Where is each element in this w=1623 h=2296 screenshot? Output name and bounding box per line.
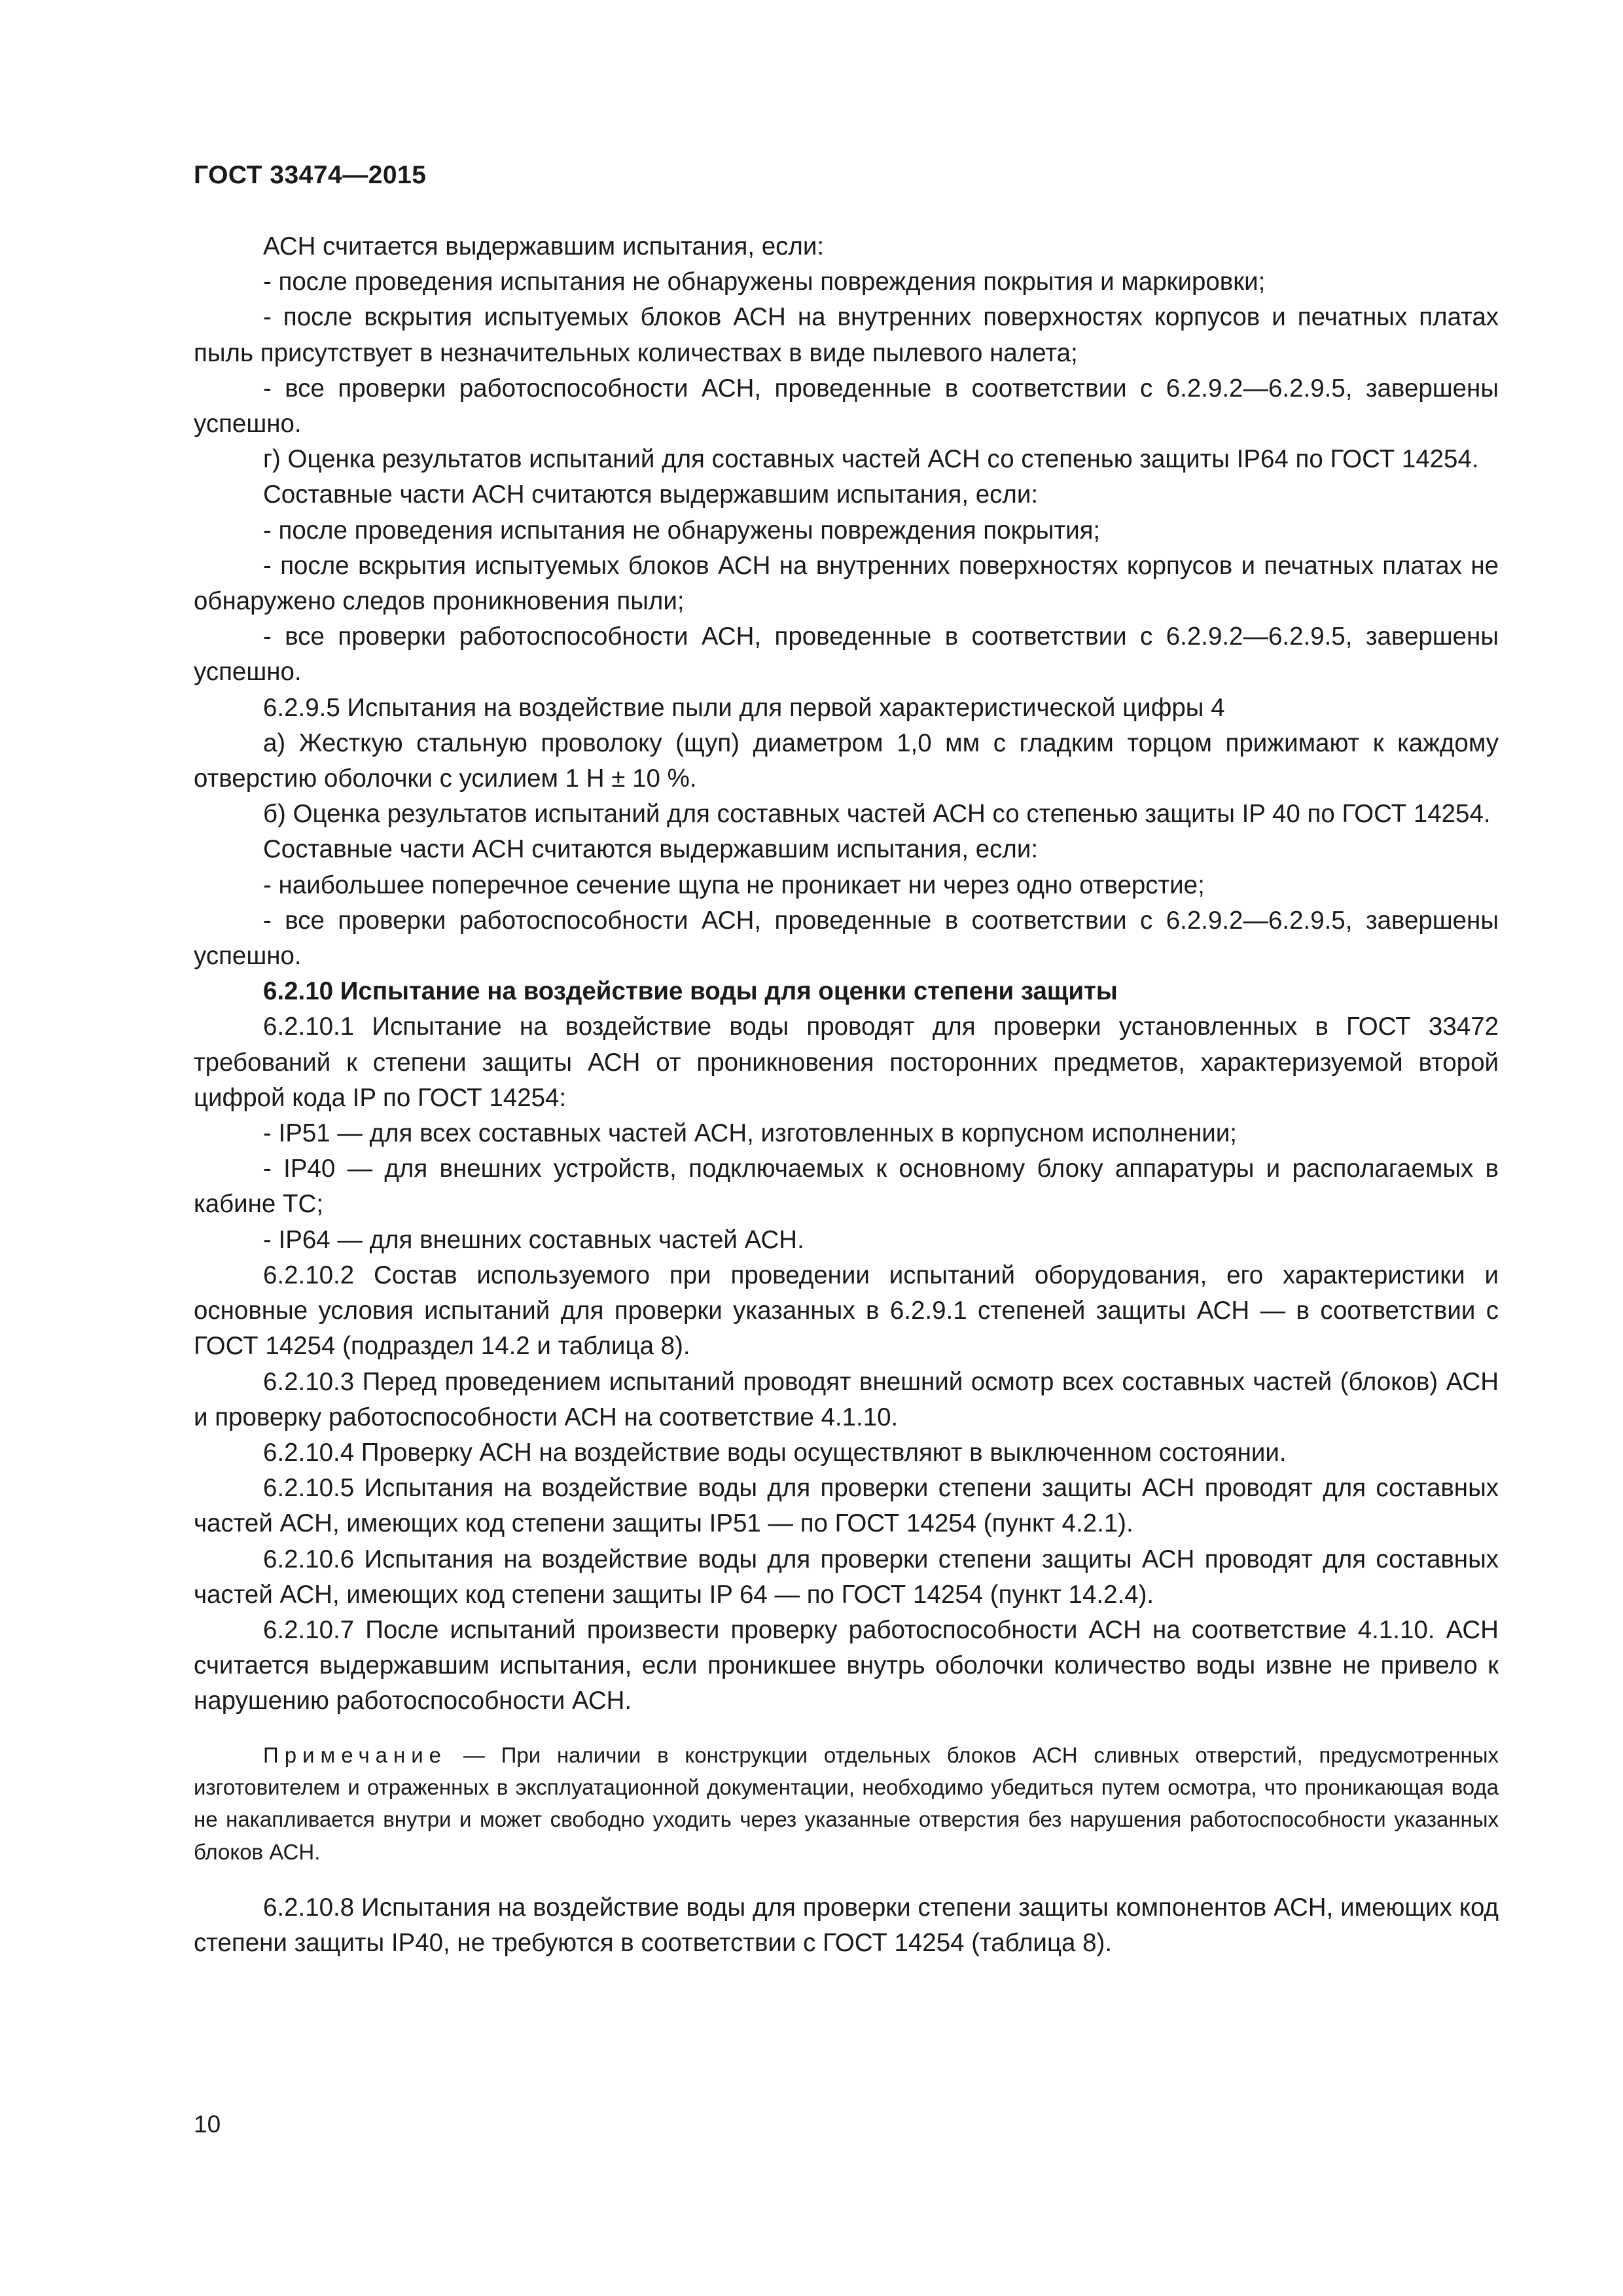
paragraph: - наибольшее поперечное сечение щупа не проникает ни через одно отверстие; <box>263 870 1205 899</box>
paragraph: - IP40 — для внешних устройств, подключаемых к основному блоку аппаратуры и располагаемых в кабине ТС; <box>194 1155 1499 1219</box>
standard-code-header: ГОСТ 33474—2015 <box>194 161 427 189</box>
note <box>194 1739 1499 1869</box>
paragraph: Составные части АСН считаются выдержавшим испытания, если: <box>263 480 1039 509</box>
section-heading: 6.2.10 Испытание на воздействие воды для оценки степени защиты <box>263 977 1118 1006</box>
document-body <box>194 229 1499 1962</box>
note-label: Примечание <box>263 1742 448 1767</box>
paragraph: Составные части АСН считаются выдержавшим испытания, если: <box>263 835 1039 864</box>
paragraph: - все проверки работоспособности АСН, проведенные в соответствии с 6.2.9.2—6.2.9.5, завершены успешно. <box>194 374 1499 439</box>
paragraph: - все проверки работоспособности АСН, проведенные в соответствии с 6.2.9.2—6.2.9.5, завершены успешно. <box>194 622 1499 687</box>
paragraph: - IP64 — для внешних составных частей АСН. <box>263 1225 804 1254</box>
paragraph: 6.2.10.7 После испытаний произвести проверку работоспособности АСН на соответствие 4.1.10. АСН считается выдержавшим испытания, если проникшее внутрь оболочки количество воды извне не привело к нарушению работоспособности АСН. <box>194 1615 1499 1715</box>
paragraph: 6.2.10.3 Перед проведением испытаний проводят внешний осмотр всех составных частей (блоков) АСН и проверку работоспособности АСН на соответствие 4.1.10. <box>194 1367 1499 1431</box>
paragraph: г) Оценка результатов испытаний для составных частей АСН со степенью защиты IP64 по ГОСТ 14254. <box>263 445 1479 474</box>
paragraph: 6.2.9.5 Испытания на воздействие пыли для первой характеристической цифры 4 <box>263 693 1225 722</box>
page-number: 10 <box>194 2111 221 2138</box>
paragraph: 6.2.10.5 Испытания на воздействие воды для проверки степени защиты АСН проводят для составных частей АСН, имеющих код степени защиты IP51 — по ГОСТ 14254 (пункт 4.2.1). <box>194 1474 1499 1538</box>
paragraph: - после проведения испытания не обнаружены повреждения покрытия и маркировки; <box>263 268 1266 296</box>
paragraph: 6.2.10.8 Испытания на воздействие воды для проверки степени защиты компонентов АСН, имеющих код степени защиты IP40, не требуются в соответствии с ГОСТ 14254 (таблица 8). <box>194 1893 1499 1958</box>
paragraph: а) Жесткую стальную проволоку (щуп) диаметром 1,0 мм с гладким торцом прижимают к каждому отверстию оболочки с усилием 1 Н ± 10 %. <box>194 728 1499 793</box>
paragraph: 6.2.10.1 Испытание на воздействие воды проводят для проверки установленных в ГОСТ 33472 требований к степени защиты АСН от проникновения посторонних предметов, характеризуемой второй цифрой кода IP по ГОСТ 14254: <box>194 1013 1499 1112</box>
paragraph: - после вскрытия испытуемых блоков АСН на внутренних поверхностях корпусов и печатных платах пыль присутствует в незначительных количествах в виде пылевого налета; <box>194 303 1499 367</box>
paragraph: - после вскрытия испытуемых блоков АСН на внутренних поверхностях корпусов и печатных платах не обнаружено следов проникновения пыли; <box>194 551 1499 616</box>
note-text: — При наличии в конструкции отдельных блоков АСН сливных отверстий, предусмотренных изготовителем и отраженных в эксплуатационной документации, необходимо убедиться путем осмотра, что проникающая вода не накапливается внутри и может свободно уходить через указанные отверстия без нарушения работоспособности указанных блоков АСН. <box>194 1742 1499 1864</box>
paragraph: 6.2.10.2 Состав используемого при проведении испытаний оборудования, его характеристики и основные условия испытаний для проверки указанных в 6.2.9.1 степеней защиты АСН — в соответствии с ГОСТ 14254 (подраздел 14.2 и таблица 8). <box>194 1261 1499 1361</box>
paragraph: - после проведения испытания не обнаружены повреждения покрытия; <box>263 516 1101 545</box>
paragraph: 6.2.10.6 Испытания на воздействие воды для проверки степени защиты АСН проводят для составных частей АСН, имеющих код степени защиты IP 64 — по ГОСТ 14254 (пункт 14.2.4). <box>194 1545 1499 1609</box>
paragraph: - IP51 — для всех составных частей АСН, изготовленных в корпусном исполнении; <box>263 1119 1237 1148</box>
paragraph: б) Оценка результатов испытаний для составных частей АСН со степенью защиты IP 40 по ГОСТ 14254. <box>263 800 1491 829</box>
paragraph: 6.2.10.4 Проверку АСН на воздействие воды осуществляют в выключенном состоянии. <box>263 1438 1287 1467</box>
paragraph: АСН считается выдержавшим испытания, если: <box>263 232 825 260</box>
paragraph: - все проверки работоспособности АСН, проведенные в соответствии с 6.2.9.2—6.2.9.5, завершены успешно. <box>194 906 1499 971</box>
